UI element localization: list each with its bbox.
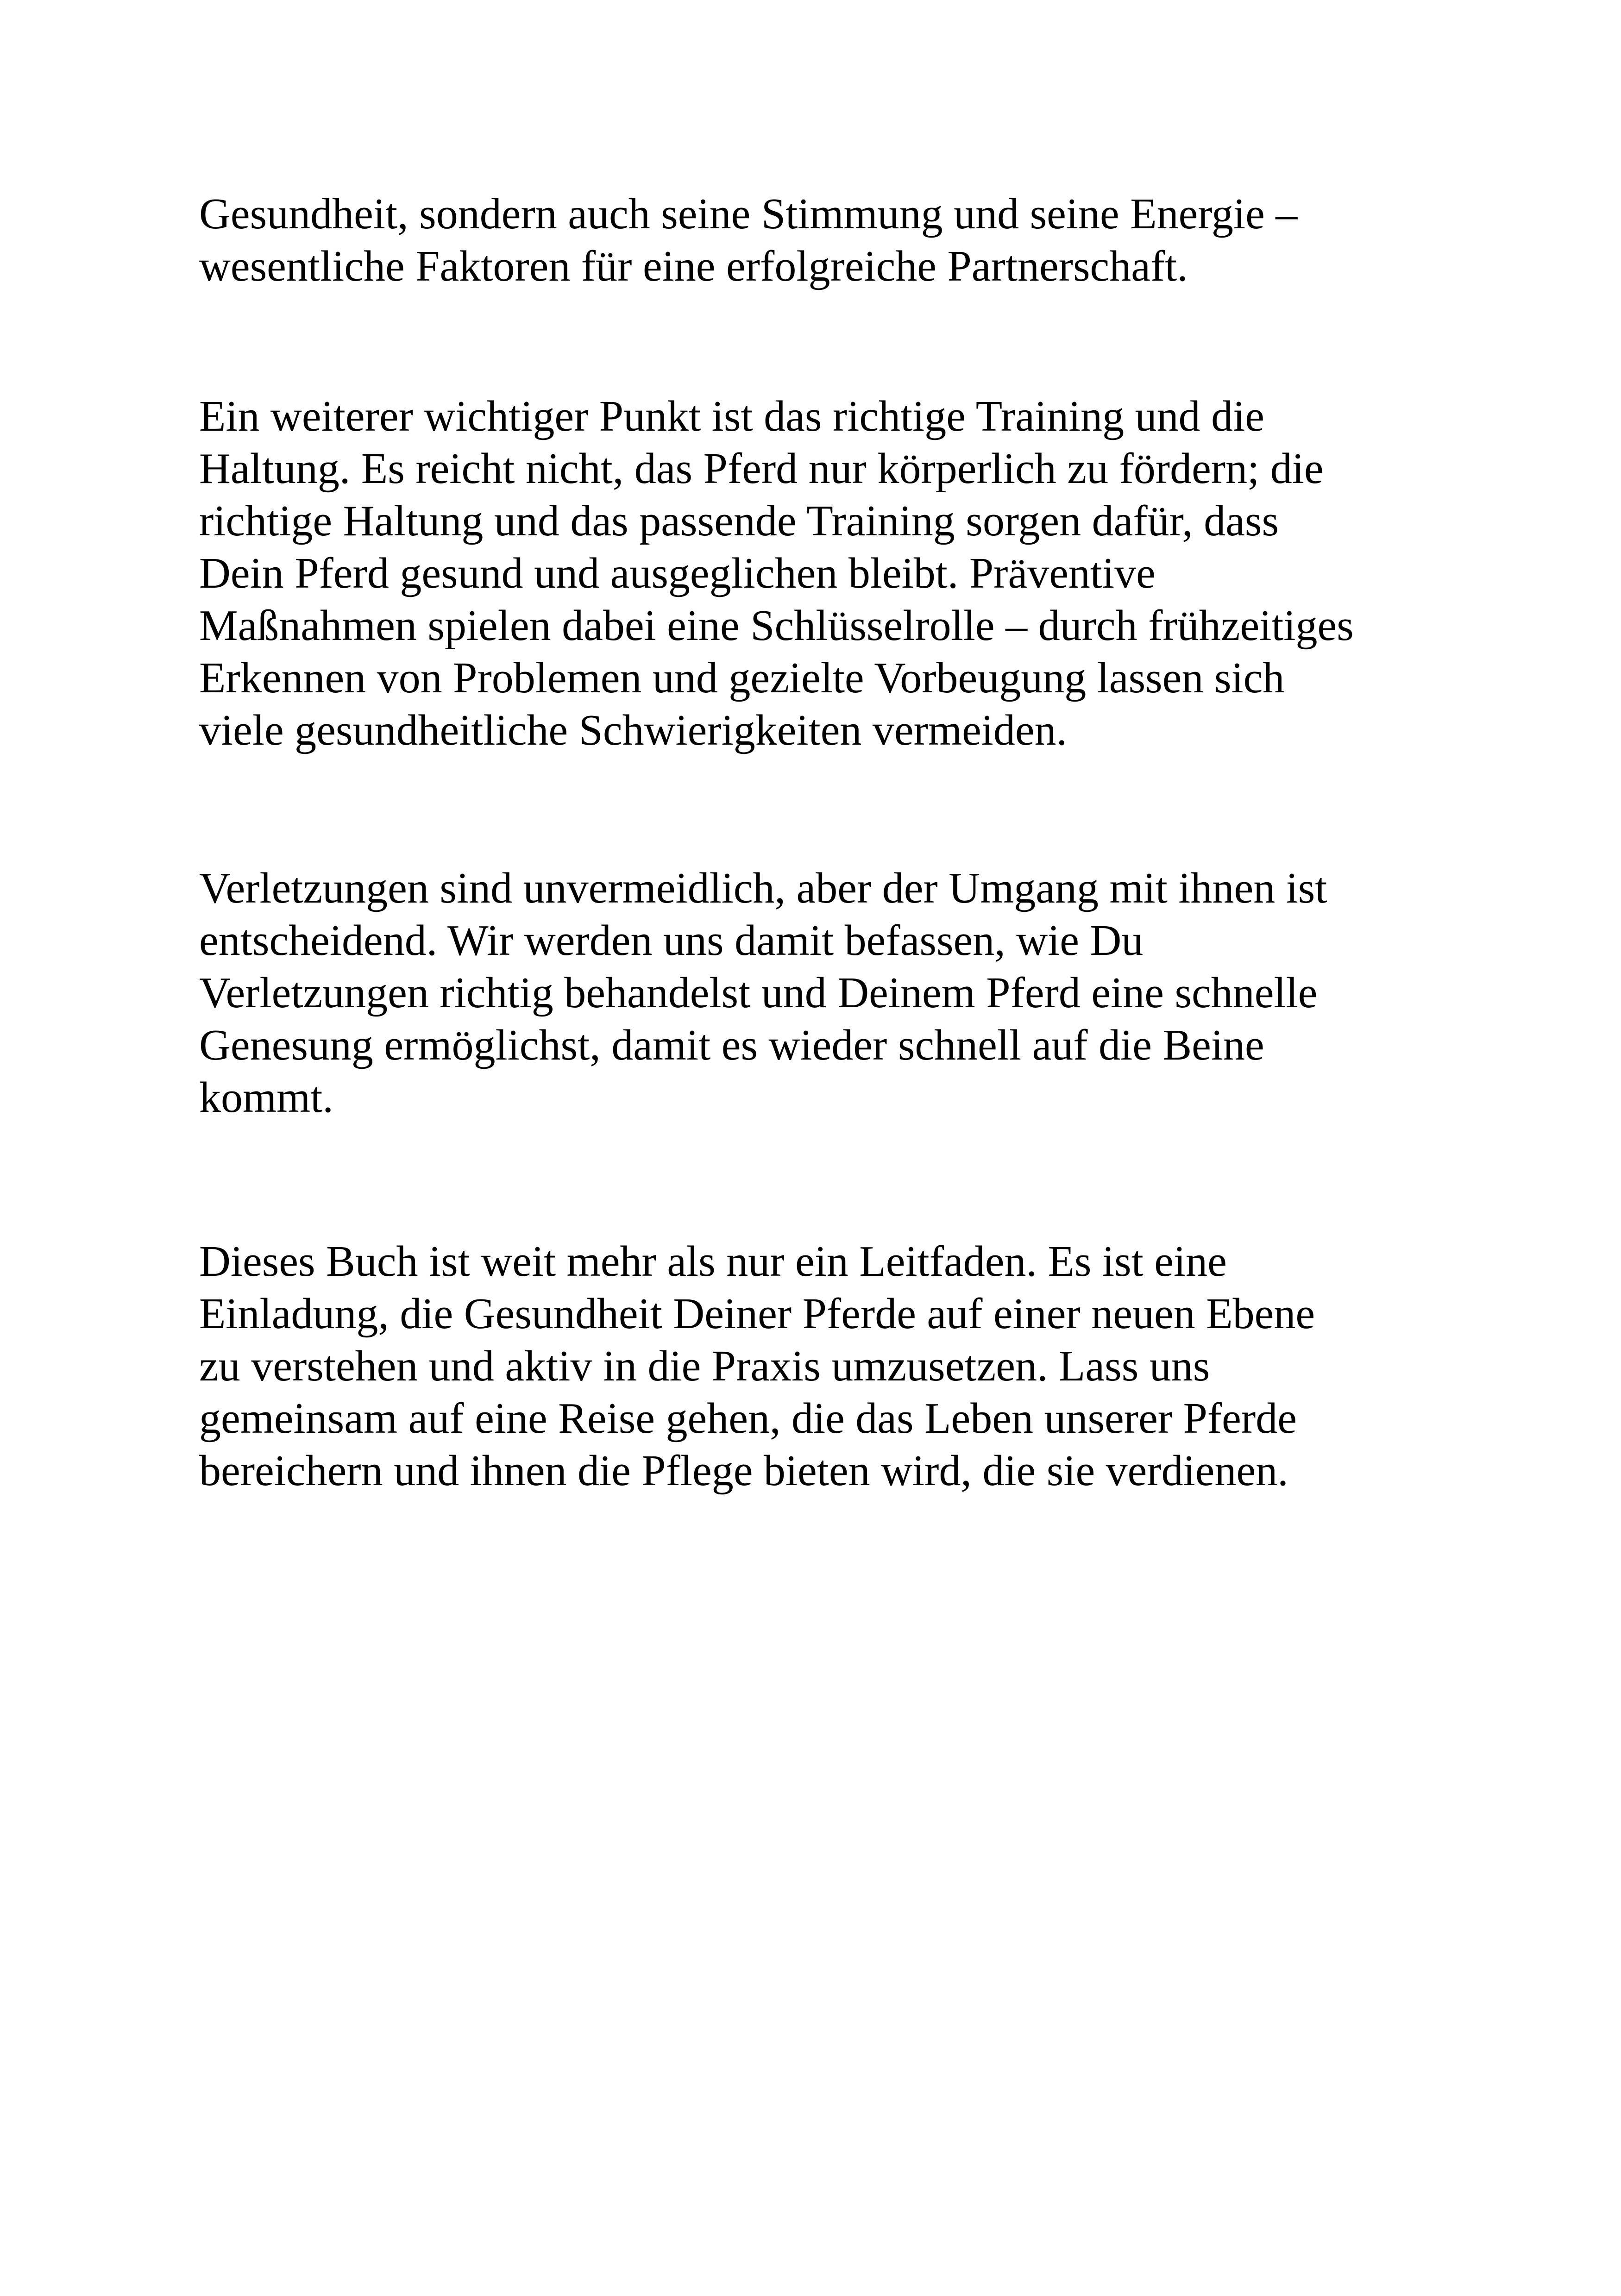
paragraph-line: entscheidend. Wir werden uns damit befassen, wie Du (199, 916, 1143, 965)
paragraph-line: zu verstehen und aktiv in die Praxis umzusetzen. Lass uns (199, 1342, 1210, 1390)
paragraph-3 (199, 862, 1542, 1124)
paragraph-line: Ein weiterer wichtiger Punkt ist das richtige Training und die (199, 392, 1265, 440)
paragraph-line: Maßnahmen spielen dabei eine Schlüsselrolle – durch frühzeitiges (199, 602, 1354, 650)
paragraph-line: kommt. (199, 1073, 333, 1122)
paragraph-line: Dieses Buch ist weit mehr als nur ein Leitfaden. Es ist eine (199, 1237, 1227, 1286)
paragraph-line: Gesundheit, sondern auch seine Stimmung und seine Energie – (199, 190, 1298, 238)
paragraph-line: bereichern und ihnen die Pflege bieten wird, die sie verdienen. (199, 1447, 1288, 1495)
paragraph-line: Haltung. Es reicht nicht, das Pferd nur körperlich zu fördern; die (199, 445, 1324, 493)
paragraph-4 (199, 1236, 1542, 1497)
paragraph-1 (199, 188, 1542, 293)
paragraph-line: gemeinsam auf eine Reise gehen, die das Leben unserer Pferde (199, 1394, 1297, 1443)
paragraph-line: wesentliche Faktoren für eine erfolgreiche Partnerschaft. (199, 242, 1188, 290)
paragraph-line: Erkennen von Problemen und gezielte Vorbeugung lassen sich (199, 654, 1285, 702)
paragraph-line: Verletzungen sind unvermeidlich, aber der Umgang mit ihnen ist (199, 864, 1327, 912)
paragraph-line: viele gesundheitliche Schwierigkeiten vermeiden. (199, 706, 1068, 754)
paragraph-line: Verletzungen richtig behandelst und Deinem Pferd eine schnelle (199, 969, 1318, 1017)
paragraph-line: Einladung, die Gesundheit Deiner Pferde auf einer neuen Ebene (199, 1290, 1315, 1338)
paragraph-line: Genesung ermöglichst, damit es wieder schnell auf die Beine (199, 1021, 1264, 1069)
paragraph-2 (199, 390, 1542, 757)
paragraph-line: richtige Haltung und das passende Training sorgen dafür, dass (199, 497, 1279, 545)
paragraph-line: Dein Pferd gesund und ausgeglichen bleibt. Präventive (199, 549, 1156, 597)
